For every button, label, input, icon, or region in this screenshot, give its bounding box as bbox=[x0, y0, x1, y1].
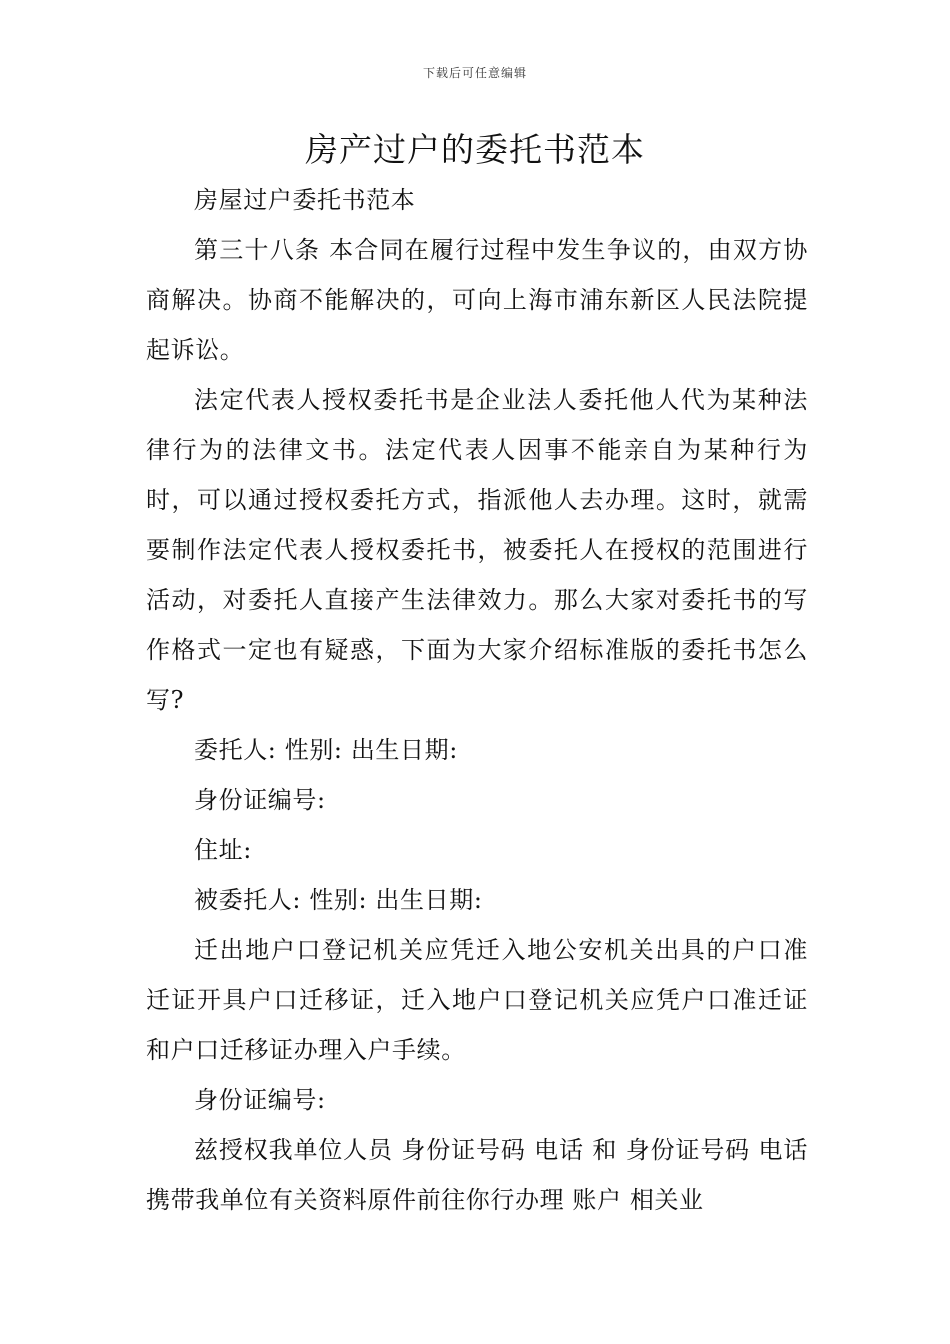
document-body bbox=[146, 175, 808, 1225]
field-principal-id: 身份证编号: bbox=[194, 786, 326, 814]
field-agent: 被委托人: 性别: 出生日期: bbox=[194, 886, 483, 914]
paragraph-bank-authorization: 兹授权我单位人员 身份证号码 电话 和 身份证号码 电话 携带我单位有关资料原件前往你行办理 账户 相关业 bbox=[146, 1136, 808, 1214]
field-principal-address: 住址: bbox=[194, 836, 252, 864]
field-agent-id: 身份证编号: bbox=[194, 1086, 326, 1114]
paragraph-subtitle: 房屋过户委托书范本 bbox=[194, 186, 416, 214]
paragraph-article-38: 第三十八条 本合同在履行过程中发生争议的，由双方协商解决。协商不能解决的，可向上海市浦东新区人民法院提起诉讼。 bbox=[146, 236, 808, 364]
header-note: 下载后可任意编辑 bbox=[422, 66, 527, 80]
paragraph-authorization-intro: 法定代表人授权委托书是企业法人委托他人代为某种法律行为的法律文书。法定代表人因事不能亲自为某种行为时，可以通过授权委托方式，指派他人去办理。这时，就需要制作法定代表人授权委托书，被委托人在授权的范围进行活动，对委托人直接产生法律效力。那么大家对委托书的写作格式一定也有疑惑，下面为大家介绍标准版的委托书怎么写? bbox=[146, 386, 808, 714]
document-title: 房产过户的委托书范本 bbox=[305, 130, 645, 169]
paragraph-household-transfer: 迁出地户口登记机关应凭迁入地公安机关出具的户口准迁证开具户口迁移证，迁入地户口登记机关应凭户口准迁证和户口迁移证办理入户手续。 bbox=[146, 936, 808, 1064]
field-principal: 委托人: 性别: 出生日期: bbox=[194, 736, 458, 764]
